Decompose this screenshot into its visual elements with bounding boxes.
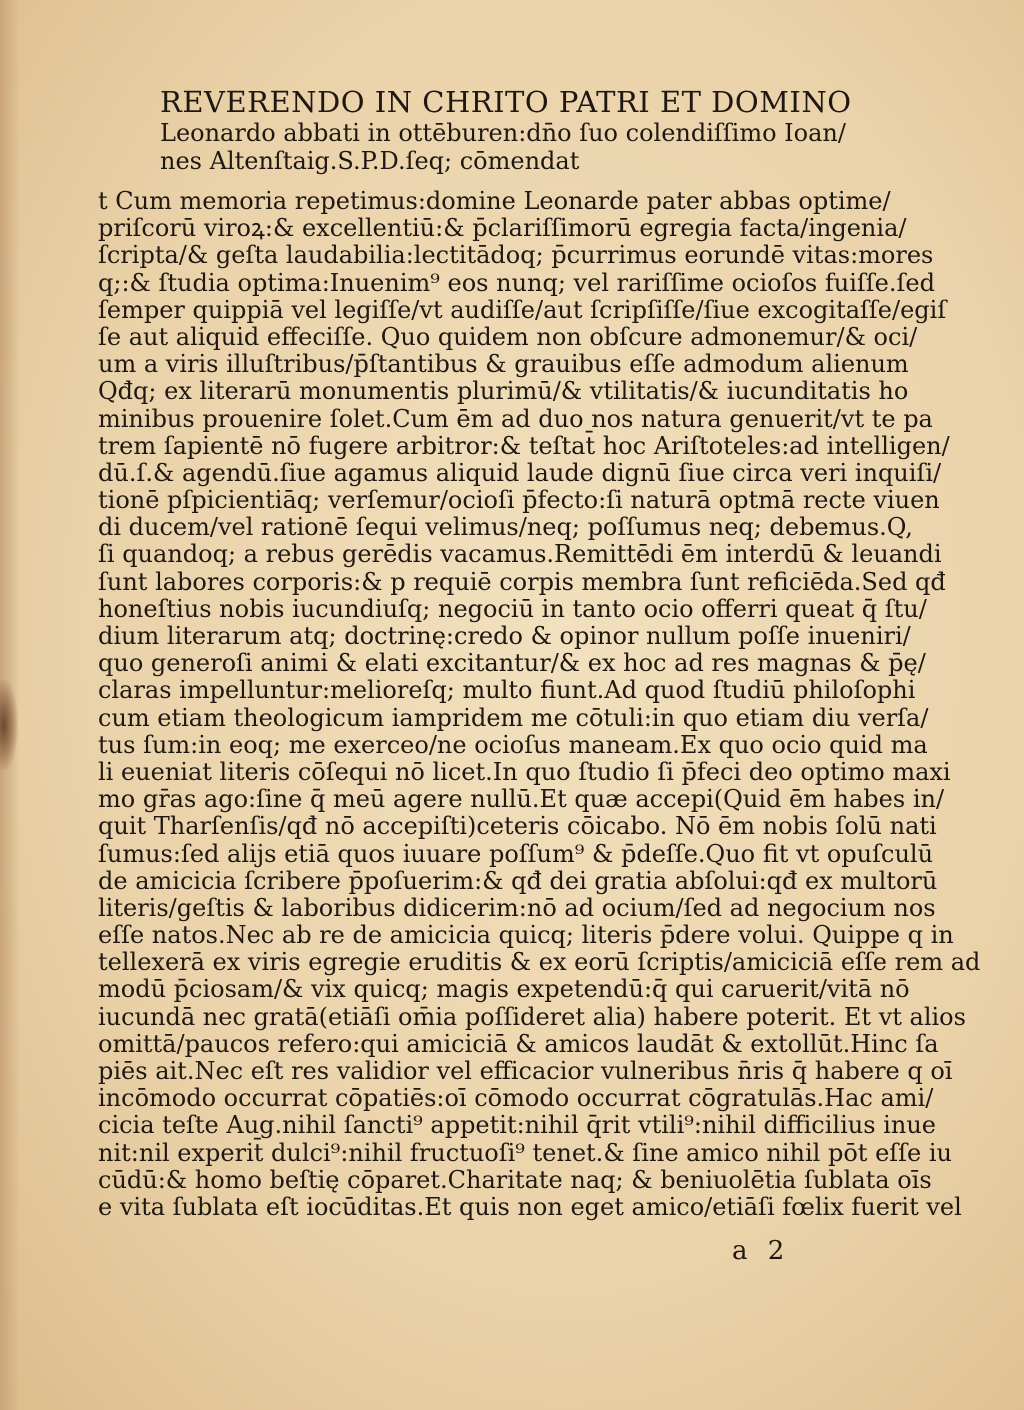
body-line: dium literarum atq; doctrinę:credo & opinor nullum poſſe inueniri/ (98, 622, 911, 650)
body-line: omittā/paucos refero:qui amiciciā & amicos laudāt & extollūt.Hinc ſa (98, 1029, 939, 1058)
body-line: ſcripta/& geſta laudabilia:lectitādoq; p̄currimus eorundē vitas:mores (98, 241, 934, 270)
body-line: mo gr̄as ago:ſine q̄ meū agere nullū.Et quæ accepi(Quid ēm habes in/ (98, 785, 945, 814)
body-line: tellexerā ex viris egregie eruditis & ex eorū ſcriptis/amiciciā eſſe rem ad (98, 948, 981, 977)
body-line: ſunt labores corporis:& p requiē corpis membra ſunt reficiēda.Sed qđ (98, 567, 946, 596)
body-line: quit Tharſenſis/qđ nō accepiſti)ceteris cōicabo. Nō ēm nobis ſolū nati (98, 812, 937, 841)
body-line: ſi quandoq; a rebus gerēdis vacamus.Remittēdi ēm interdū & leuandi (98, 540, 942, 569)
body-line: Qđq; ex literarū monumentis plurimū/& vtilitatis/& iucunditatis ho (98, 377, 909, 406)
body-line: literis/geſtis & laboribus didicerim:nō ad ocium/ſed ad negocium nos (98, 893, 936, 922)
body-line: dū.ſ.& agendū.ſiue agamus aliquid laude dignū ſiue circa veri inquiſi/ (98, 458, 942, 487)
heading: REVERENDO IN CHRITO PATRI ET DOMINO (160, 85, 852, 119)
body-line: ſe aut aliquid effeciſſe. Quo quidem non obſcure admonemur/& oci/ (98, 322, 918, 351)
body-line: modū p̄ciosam/& vix quicq; magis expetendū:q̄ qui caruerit/vitā nō (98, 975, 910, 1004)
page-signature: a 2 (732, 1236, 791, 1266)
body-line: honeſtius nobis iucundiuſq; negociū in tanto ocio offerri queat q̄ ſtu/ (98, 594, 927, 623)
body-line: de amicicia ſcribere p̄poſuerim:& qđ dei gratia abſolui:qđ ex multorū (98, 866, 938, 895)
body-line: incōmodo occurrat cōpatiēs:oī cōmodo occurrat cōgratulās.Hac ami/ (98, 1084, 934, 1113)
body-line: e vita ſublata eſt iocūditas.Et quis non eget amico/etiāſi fœlix fuerit vel (98, 1192, 962, 1221)
body-line: di ducem/vel rationē ſequi velimus/neq; poſſumus neq; debemus.Q, (98, 513, 913, 542)
body-line: ſemper quippiā vel legiſſe/vt audiſſe/aut ſcripſiſſe/ſiue excogitaſſe/egiſ (98, 295, 947, 324)
body-line: cicia teſte Aug.nihil ſancti⁹ appetit:nihil q̄rit vtili⁹:nihil difficilius inue (98, 1111, 936, 1140)
body-line: minibus prouenire ſolet.Cum ēm ad duo nos natura genuerit/vt te pa (98, 404, 933, 433)
body-line: priſcorū viroꝝ:& excellentiū:& p̄clariſſimorū egregia facta/ingenia/ (98, 214, 907, 243)
body-line: claras impelluntur:melioreſq; multo fiunt.Ad quod ſtudiū philoſophi (98, 676, 916, 705)
body-line: trem ſapientē nō fugere arbitror:& teſtat̄ hoc Ariſtoteles:ad intelligen/ (98, 431, 950, 460)
body-line: tionē pſpicientiāq; verſemur/ocioſi p̄fecto:ſi naturā optmā recte viuen (98, 486, 940, 515)
body-line: li eueniat literis cōſequi nō licet.In quo ſtudio ſi p̄feci deo optimo maxi (98, 757, 951, 786)
subheading-line: Leonardo abbati in ottēburen:dn̄o ſuo colendiſſimo Ioan/ (160, 119, 846, 147)
body-line: piēs ait.Nec eſt res validior vel efficacior vulneribus n̄ris q̄ habere q oī (98, 1057, 953, 1085)
body-line: eſſe natos.Nec ab re de amicicia quicq; literis p̄dere volui. Quippe q in (98, 921, 954, 950)
body-text (98, 187, 981, 1221)
body-line: ſumus:ſed alijs etiā quos iuuare poſſum⁹ & p̄deſſe.Quo fit vt opuſculū (98, 839, 934, 868)
body-line: cūdū:& homo beſtię cōparet.Charitate naq; & beniuolētia ſublata oīs (98, 1165, 932, 1194)
subheading-line: nes Altenſtaig.S.P.D.ſeq; cōmendat (160, 147, 580, 175)
body-line: tus ſum:in eoq; me exerceo/ne ocioſus maneam.Ex quo ocio quid ma (98, 730, 928, 759)
body-line: iucundā nec gratā(etiāſi om̄ia poſſideret alia) habere poterit. Et vt alios (98, 1002, 966, 1031)
body-line: cum etiam theologicum iampridem me cōtuli:in quo etiam diu verſa/ (98, 703, 929, 732)
body-line: q;:& ſtudia optima:Inuenim⁹ eos nunq; vel rariſſime ocioſos fuiſſe.ſed (98, 268, 935, 297)
ink-stain (0, 680, 18, 770)
body-line: nit:nil experit̄ dulci⁹:nihil fructuoſi⁹ tenet.& ſine amico nihil pōt eſſe iu (98, 1138, 953, 1167)
body-line: um a viris illuſtribus/p̄ſtantibus & grauibus eſſe admodum alienum (98, 350, 909, 379)
body-line: t Cum memoria repetimus:domine Leonarde pater abbas optime/ (98, 187, 891, 215)
body-line: quo generoſi animi & elati excitantur/& ex hoc ad res magnas & p̄ę/ (98, 649, 926, 678)
